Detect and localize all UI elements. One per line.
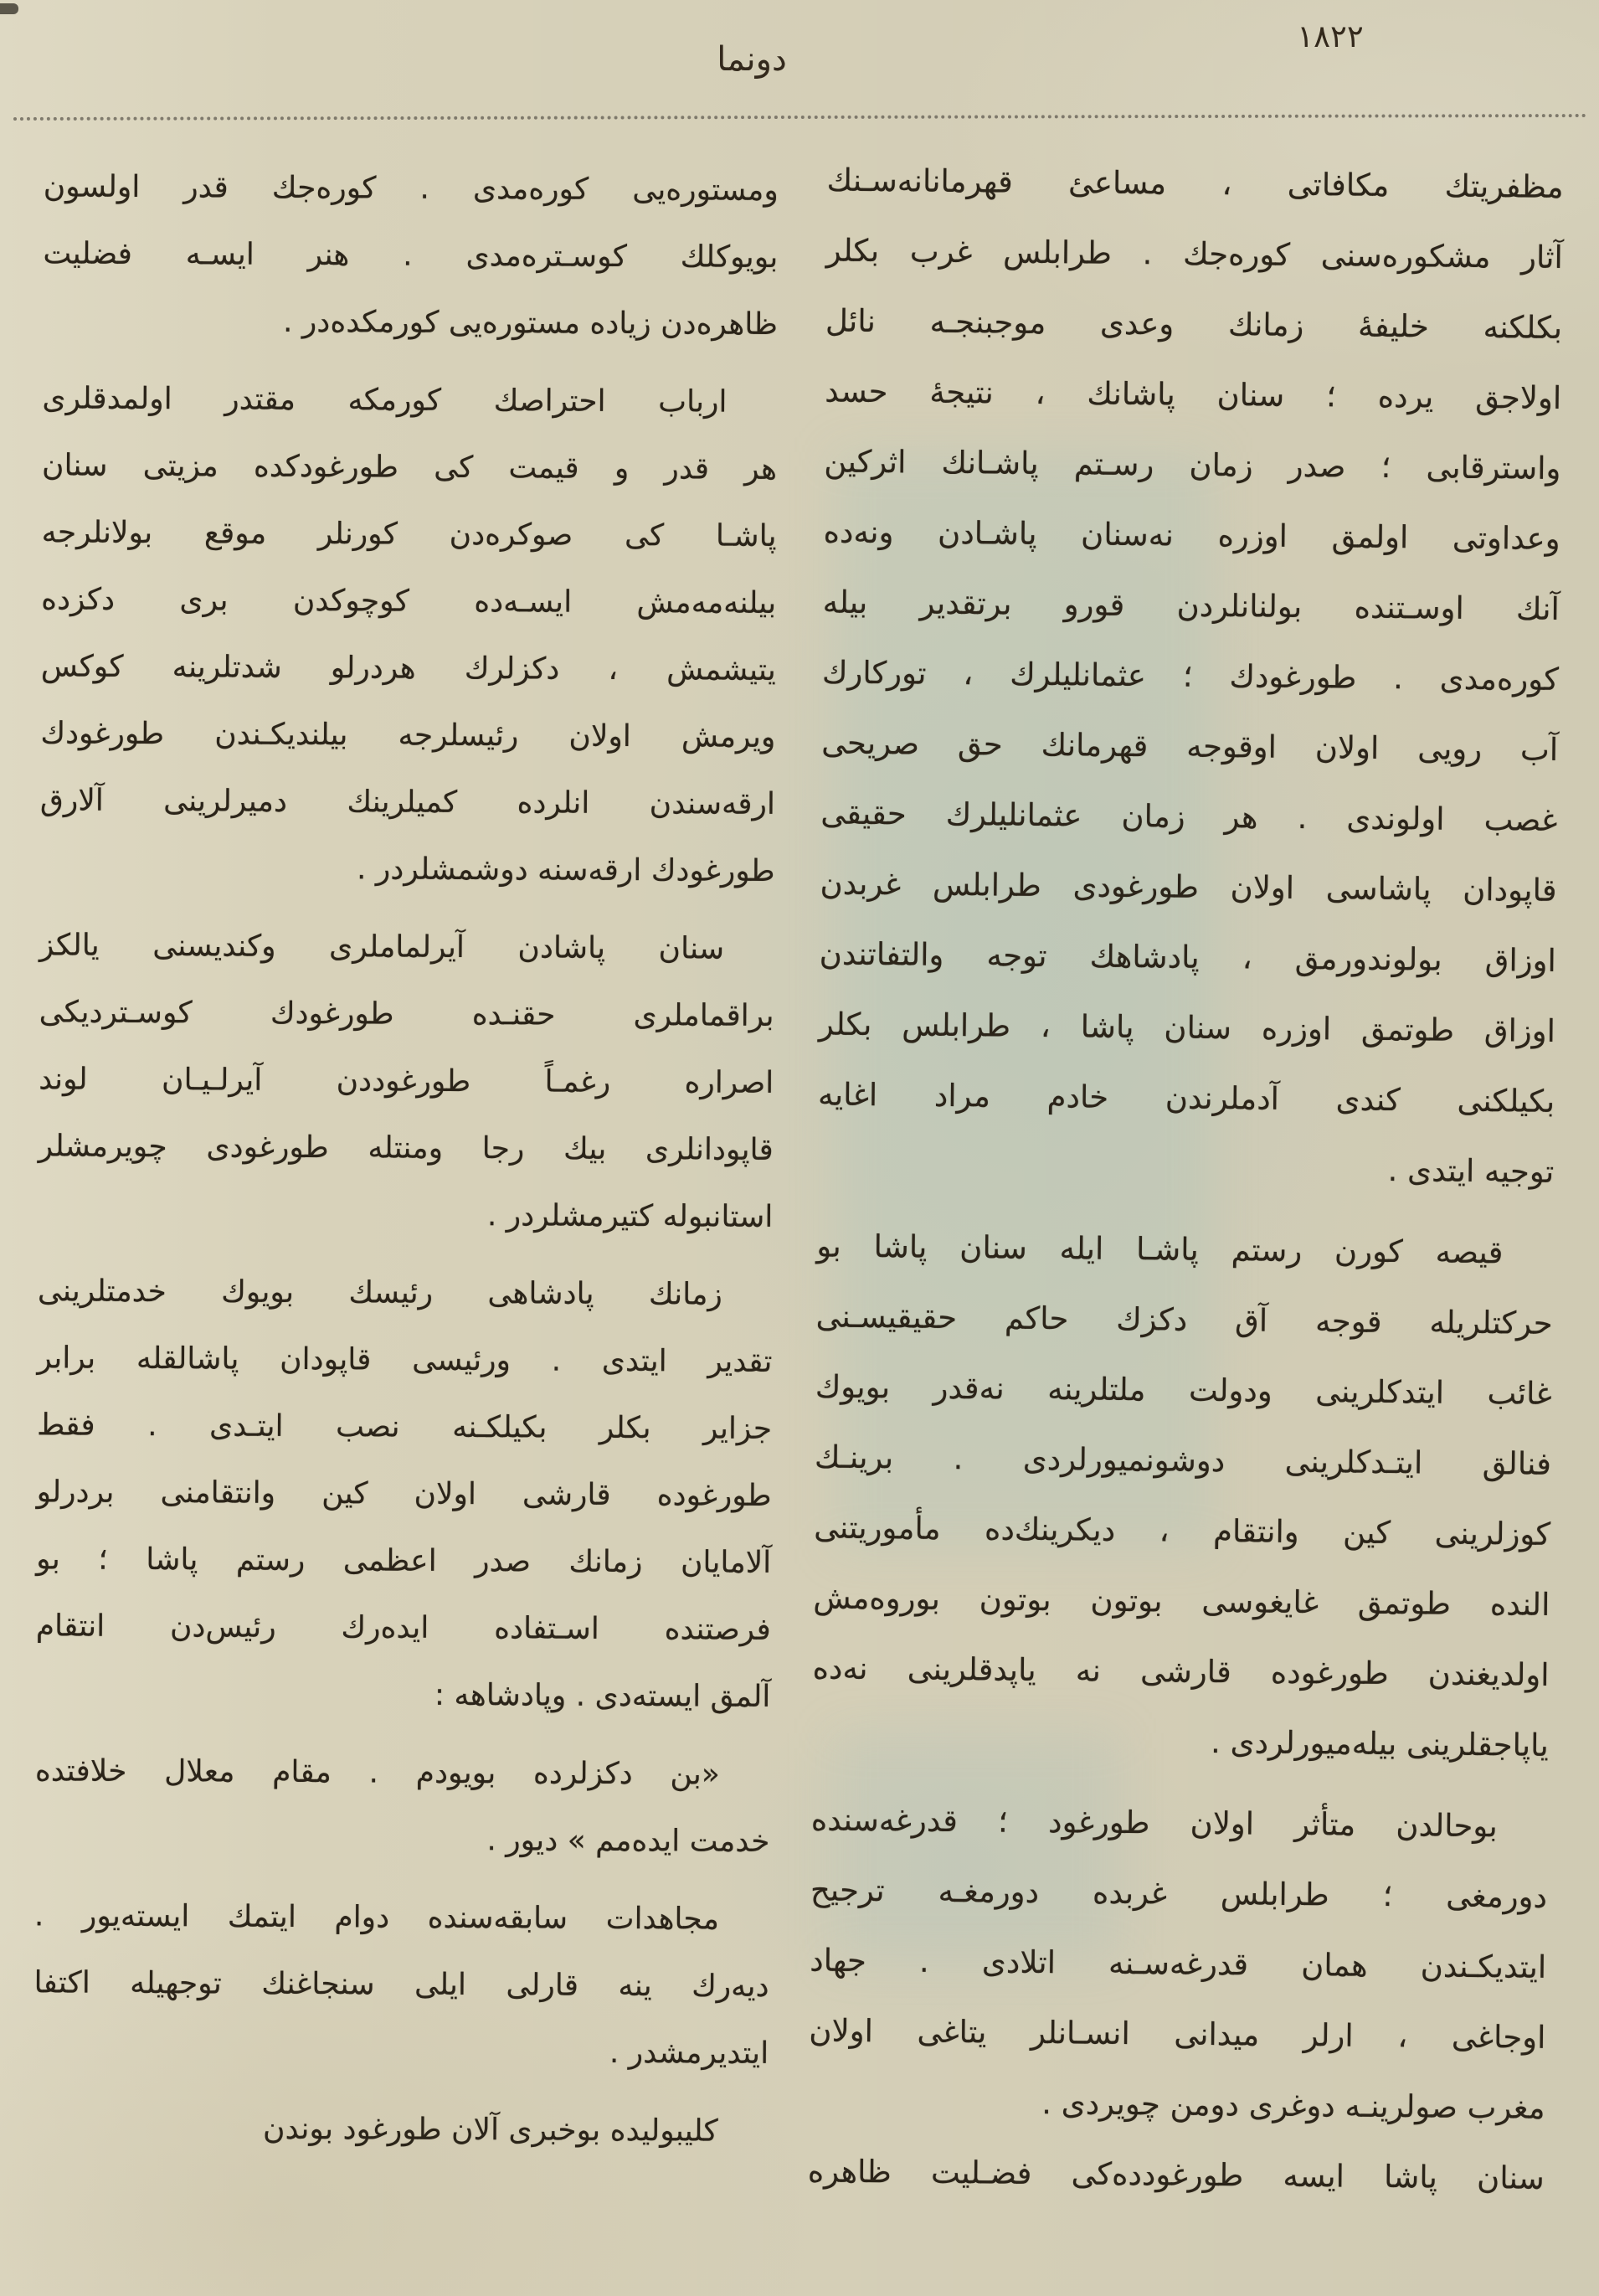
page-title: دونما xyxy=(717,40,787,79)
text-line: وعداوتى اولمق اوزره نه‌سنان پاشـادن ونه‌ده xyxy=(823,513,1560,557)
text-line: بوحالدن متأثر اولان طورغود ؛ قدرغه‌سنده xyxy=(810,1801,1499,1845)
text-line: اولاجق يرده ؛ سنان پاشانك ، نتيجهٔ حسد xyxy=(825,373,1562,416)
text-line: اصراره رغمـاً طورغوددن آيرلـيـان لوند xyxy=(39,1062,774,1100)
text-line: النده طوتمق غايغوسى بوتون بوتون بوروه‌مش xyxy=(813,1579,1550,1623)
text-line: غصب اولوندى . هر زمان عثمانليلرك حقيقى xyxy=(820,795,1558,838)
text-line: خدمت ايده‌مم » ديور . xyxy=(486,1823,770,1859)
paragraph xyxy=(35,1258,773,1731)
text-line: اوزاق بولوندورمق ، پادشاهك توجه والتفاتندن xyxy=(819,935,1556,979)
text-line: ياپاجقلرينى بيله‌ميورلردى . xyxy=(1210,1724,1549,1763)
text-line: بويوكلك كوسـتره‌مدى . هنر ايسـه فضليت xyxy=(43,236,779,275)
text-line: فنالق ايتـدكلرينى دوشونميورلردى . برينـك xyxy=(814,1439,1552,1482)
text-line: بيلنه‌مه‌مش ايسـه‌ده كوچوكدن برى دكزده xyxy=(41,582,777,620)
paragraph xyxy=(817,146,1564,1207)
text-line: ايتديرمشدر . xyxy=(609,2035,769,2071)
text-line: هر قدر و قيمت كى طورغودكده مزيتى سنان xyxy=(41,448,778,486)
text-line: طورغوده قارشى اولان كين وانتقامنى بردرلو xyxy=(36,1475,772,1513)
text-line: ارقه‌سندن انلرده كميلرينك دميرلرينى آلارق xyxy=(39,783,776,821)
text-line: دورمغى ؛ طرابلس غربده دورمغـه ترجيح xyxy=(810,1871,1548,1915)
text-line: «بن دكزلرده بويودم . مقام معلال خلافتده xyxy=(34,1753,720,1792)
text-line: آثار مشكوره‌سنى كوره‌جك . طرابلس غرب بكلر xyxy=(825,232,1564,275)
text-line: آلامايان زمانك صدر اعظمى رستم پاشا ؛ بو xyxy=(36,1542,772,1580)
text-line: بكلكنه خليفهٔ زمانك وعدى موجبنجـه نائل xyxy=(825,302,1563,346)
text-line: قيصه كورن رستم پاشـا ايله سنان پاشا بو xyxy=(816,1228,1504,1271)
text-line: كوره‌مدى . طورغودك ؛ عثمانليلرك ، توركارك xyxy=(821,654,1560,698)
text-line: حركتلريله قوجه آق دكزك حاكم حقيقيسـنى xyxy=(815,1298,1553,1341)
text-line: اولديغندن طورغوده قارشى نه ياپدقلرينى نه‌ده xyxy=(812,1650,1550,1693)
text-line: ديه‌رك ينه قارلى ايلى سنجاغنك توجهيله اكتفا xyxy=(33,1965,769,2004)
text-line: اوجاغى ، ارلر ميدانى انسـانلر يتاغى اولان xyxy=(809,2012,1546,2056)
text-line: آب رويى اولان اوقوجه قهرمانك حق صريحى xyxy=(820,724,1559,768)
header-divider xyxy=(13,114,1587,121)
text-line: توجيه ايتدى . xyxy=(1387,1152,1555,1190)
text-line: ومستوره‌يى كوره‌مدى . كوره‌جك قدر اولسون xyxy=(43,169,779,208)
paragraph xyxy=(43,153,779,358)
text-line: مظفريتك مكافاتى ، مساعئ قهرمانانه‌سـنك xyxy=(826,162,1564,205)
text-line: قاپودانلرى بيك رجا ومنتله طورغودى چويرمشلر xyxy=(38,1129,774,1167)
text-line: مغرب صولرينـه دوغرى دومن چويردى . xyxy=(1041,2085,1545,2126)
text-line: ايتديكـندن همان قدرغه‌سـنه اتلادى . جهاد xyxy=(810,1942,1547,1985)
text-line: استانبوله كتيرمشلردر . xyxy=(486,1198,774,1234)
paragraph xyxy=(811,1211,1553,1780)
text-line: فرصتنده اسـتفاده ايده‌رك رئيس‌دن انتقام xyxy=(35,1609,771,1647)
paragraph xyxy=(39,365,777,905)
text-line: ارباب احتراصك كورمكه مقتدر اولمدقلرى xyxy=(42,381,728,420)
text-line: سنان پاشادن آيرلماملرى وكنديسنى يالكز xyxy=(39,928,725,966)
text-line: پاشـا كى صوكره‌دن كورنلر موقع بولانلرجه xyxy=(41,515,777,553)
column-right xyxy=(807,146,1564,2214)
text-line: زمانك پادشاهى رئيسك بويوك خدمتلرينى xyxy=(37,1274,722,1312)
text-line: اوزاق طوتمق اوزره سنان پاشا ، طرابلس بكلر xyxy=(818,1006,1556,1049)
text-line: غائب ايتدكلرينى ودولت ملتلرينه نه‌قدر بويوك xyxy=(815,1368,1552,1412)
text-line: طورغودك ارقه‌سنه دوشمشلردر . xyxy=(356,852,775,888)
text-line: كوزلرينى كين وانتقام ، ديكرينك‌ده مأموريتنى xyxy=(813,1509,1551,1552)
text-line: مجاهدات سابقه‌سنده دوام ايتمك ايسته‌يور . xyxy=(33,1898,720,1937)
text-line: براقماملرى حقنـده طورغودك كوسـترديكى xyxy=(39,995,774,1033)
column-left xyxy=(33,153,779,2165)
ink-speck xyxy=(0,3,18,14)
text-line: ويرمش اولان رئيسلرجه بيلنديكـندن طورغودك xyxy=(40,716,776,754)
paragraph xyxy=(34,1737,770,1876)
text-line: تقدير ايتدى . ورئيسى قاپودان پاشالقله برابر xyxy=(37,1341,773,1379)
text-line: ظاهره‌دن زياده مستوره‌يى كورمكده‌در . xyxy=(282,304,779,342)
text-line: آلمق ايسته‌دى . وپادشاهه : xyxy=(434,1677,771,1714)
paragraph xyxy=(33,2094,768,2165)
paragraph xyxy=(807,1784,1548,2213)
paragraph xyxy=(38,912,774,1251)
text-line: قاپودان پاشاسى اولان طورغودى طرابلس غربدن xyxy=(820,865,1557,909)
text-line: يتيشمش ، دكزلرك هردرلو شدتلرينه كوكس xyxy=(40,649,776,687)
text-line: جزاير بكلر بكيلكـنه نصب ايتـدى . فقط xyxy=(36,1408,773,1446)
text-line: بكيلكنى كندى آدملرندن خادم مراد اغايه xyxy=(817,1076,1555,1120)
text-line: سنان پاشا ايسه طورغودده‌كى فضـليت ظاهره xyxy=(807,2153,1545,2196)
text-line: واسترقابى ؛ صدر زمان رسـتم پاشـانك اثركين xyxy=(824,443,1561,486)
page-number: ١٨٢٢ xyxy=(1297,18,1364,54)
text-line: كليبوليده بوخبرى آلان طورغود بوندن xyxy=(262,2111,718,2149)
paragraph xyxy=(33,1882,769,2088)
text-line: آنك اوسـتنده بولنانلردن قورو برتقدير بيله xyxy=(822,584,1560,627)
